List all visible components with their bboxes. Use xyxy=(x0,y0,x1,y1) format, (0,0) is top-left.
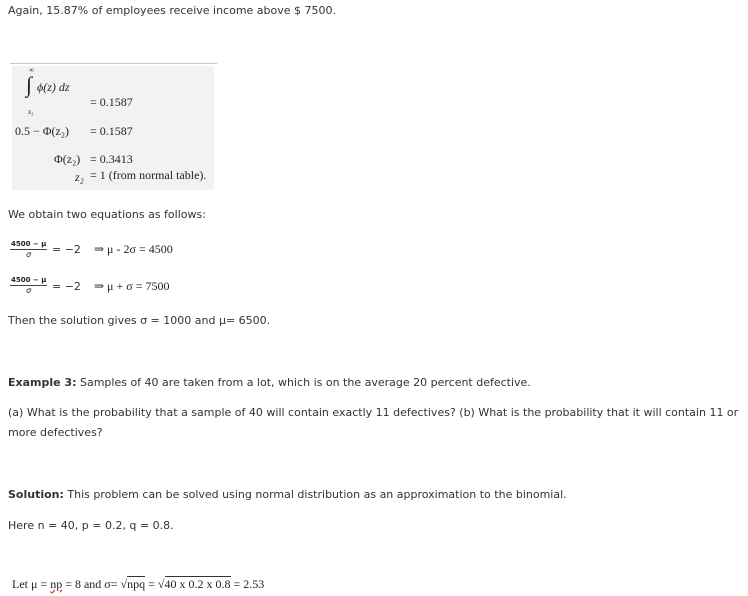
formula-line3-lhs: Φ(z₂) xyxy=(54,152,81,166)
integral-body: ϕ(z) dz xyxy=(37,80,70,94)
solution-line: Then the solution gives σ = 1000 and μ= 6500. xyxy=(8,314,271,327)
eq2-fraction xyxy=(10,276,47,296)
integral-lower: z₂ xyxy=(28,108,34,116)
sqrt2-icon: √ xyxy=(157,577,165,591)
eq1-numerator: 4500 − μ xyxy=(11,240,47,248)
solution-params: Here n = 40, p = 0.2, q = 0.8. xyxy=(8,519,174,532)
eq1-result: ⇒ μ - 2σ = 4500 xyxy=(94,242,173,256)
intro-text: Again, 15.87% of employees receive income above $ 7500. xyxy=(8,4,337,17)
formula-line4-rhs: = 1 (from normal table). xyxy=(90,168,207,182)
integral-sign-icon: ∫ xyxy=(26,72,33,97)
formula-image xyxy=(12,66,214,190)
eq1-equals: = −2 xyxy=(52,243,81,256)
final-sqrt2: 40 x 0.2 x 0.8 xyxy=(164,577,231,591)
final-formula xyxy=(12,577,264,592)
formula-line3-rhs: = 0.3413 xyxy=(90,152,133,166)
final-sqrt1: npq xyxy=(127,577,146,591)
solution-heading xyxy=(8,488,567,501)
eq2-denominator: σ xyxy=(26,286,32,295)
final-part-d: = 2.53 xyxy=(230,577,265,591)
integral-upper: ∞ xyxy=(29,66,34,74)
equations-intro: We obtain two equations as follows: xyxy=(8,208,206,221)
formula-line4-lhs: z₂ xyxy=(75,170,84,184)
formula-line2-lhs: 0.5 − Φ(z₂) xyxy=(15,124,70,138)
example-heading xyxy=(8,376,531,389)
solution-label: Solution: xyxy=(8,488,64,501)
divider xyxy=(10,63,217,64)
formula-line1-rhs: = 0.1587 xyxy=(90,95,133,109)
final-part-c: = xyxy=(145,577,158,591)
solution-text: This problem can be solved using normal distribution as an approximation to the binomial. xyxy=(63,488,567,501)
final-np: np xyxy=(50,577,63,591)
eq2-numerator: 4500 − μ xyxy=(11,276,47,284)
example-part-a-line2: more defectives? xyxy=(8,426,103,439)
example-label: Example 3: xyxy=(8,376,77,389)
final-part-a: Let μ = xyxy=(12,577,51,591)
example-text: Samples of 40 are taken from a lot, which is on the average 20 percent defective. xyxy=(76,376,531,389)
sqrt1-icon: √ xyxy=(120,577,128,591)
formula-line2-rhs: = 0.1587 xyxy=(90,124,133,138)
eq2-equals: = −2 xyxy=(52,280,81,293)
example-part-a-line1: (a) What is the probability that a sample of 40 will contain exactly 11 defectives? (b) What is the probability that it will contain 11 or xyxy=(8,406,739,419)
final-part-b: = 8 and σ= xyxy=(62,577,121,591)
eq1-fraction xyxy=(10,240,47,260)
eq1-denominator: σ xyxy=(26,250,32,259)
eq2-result: ⇒ μ + σ = 7500 xyxy=(94,279,170,293)
